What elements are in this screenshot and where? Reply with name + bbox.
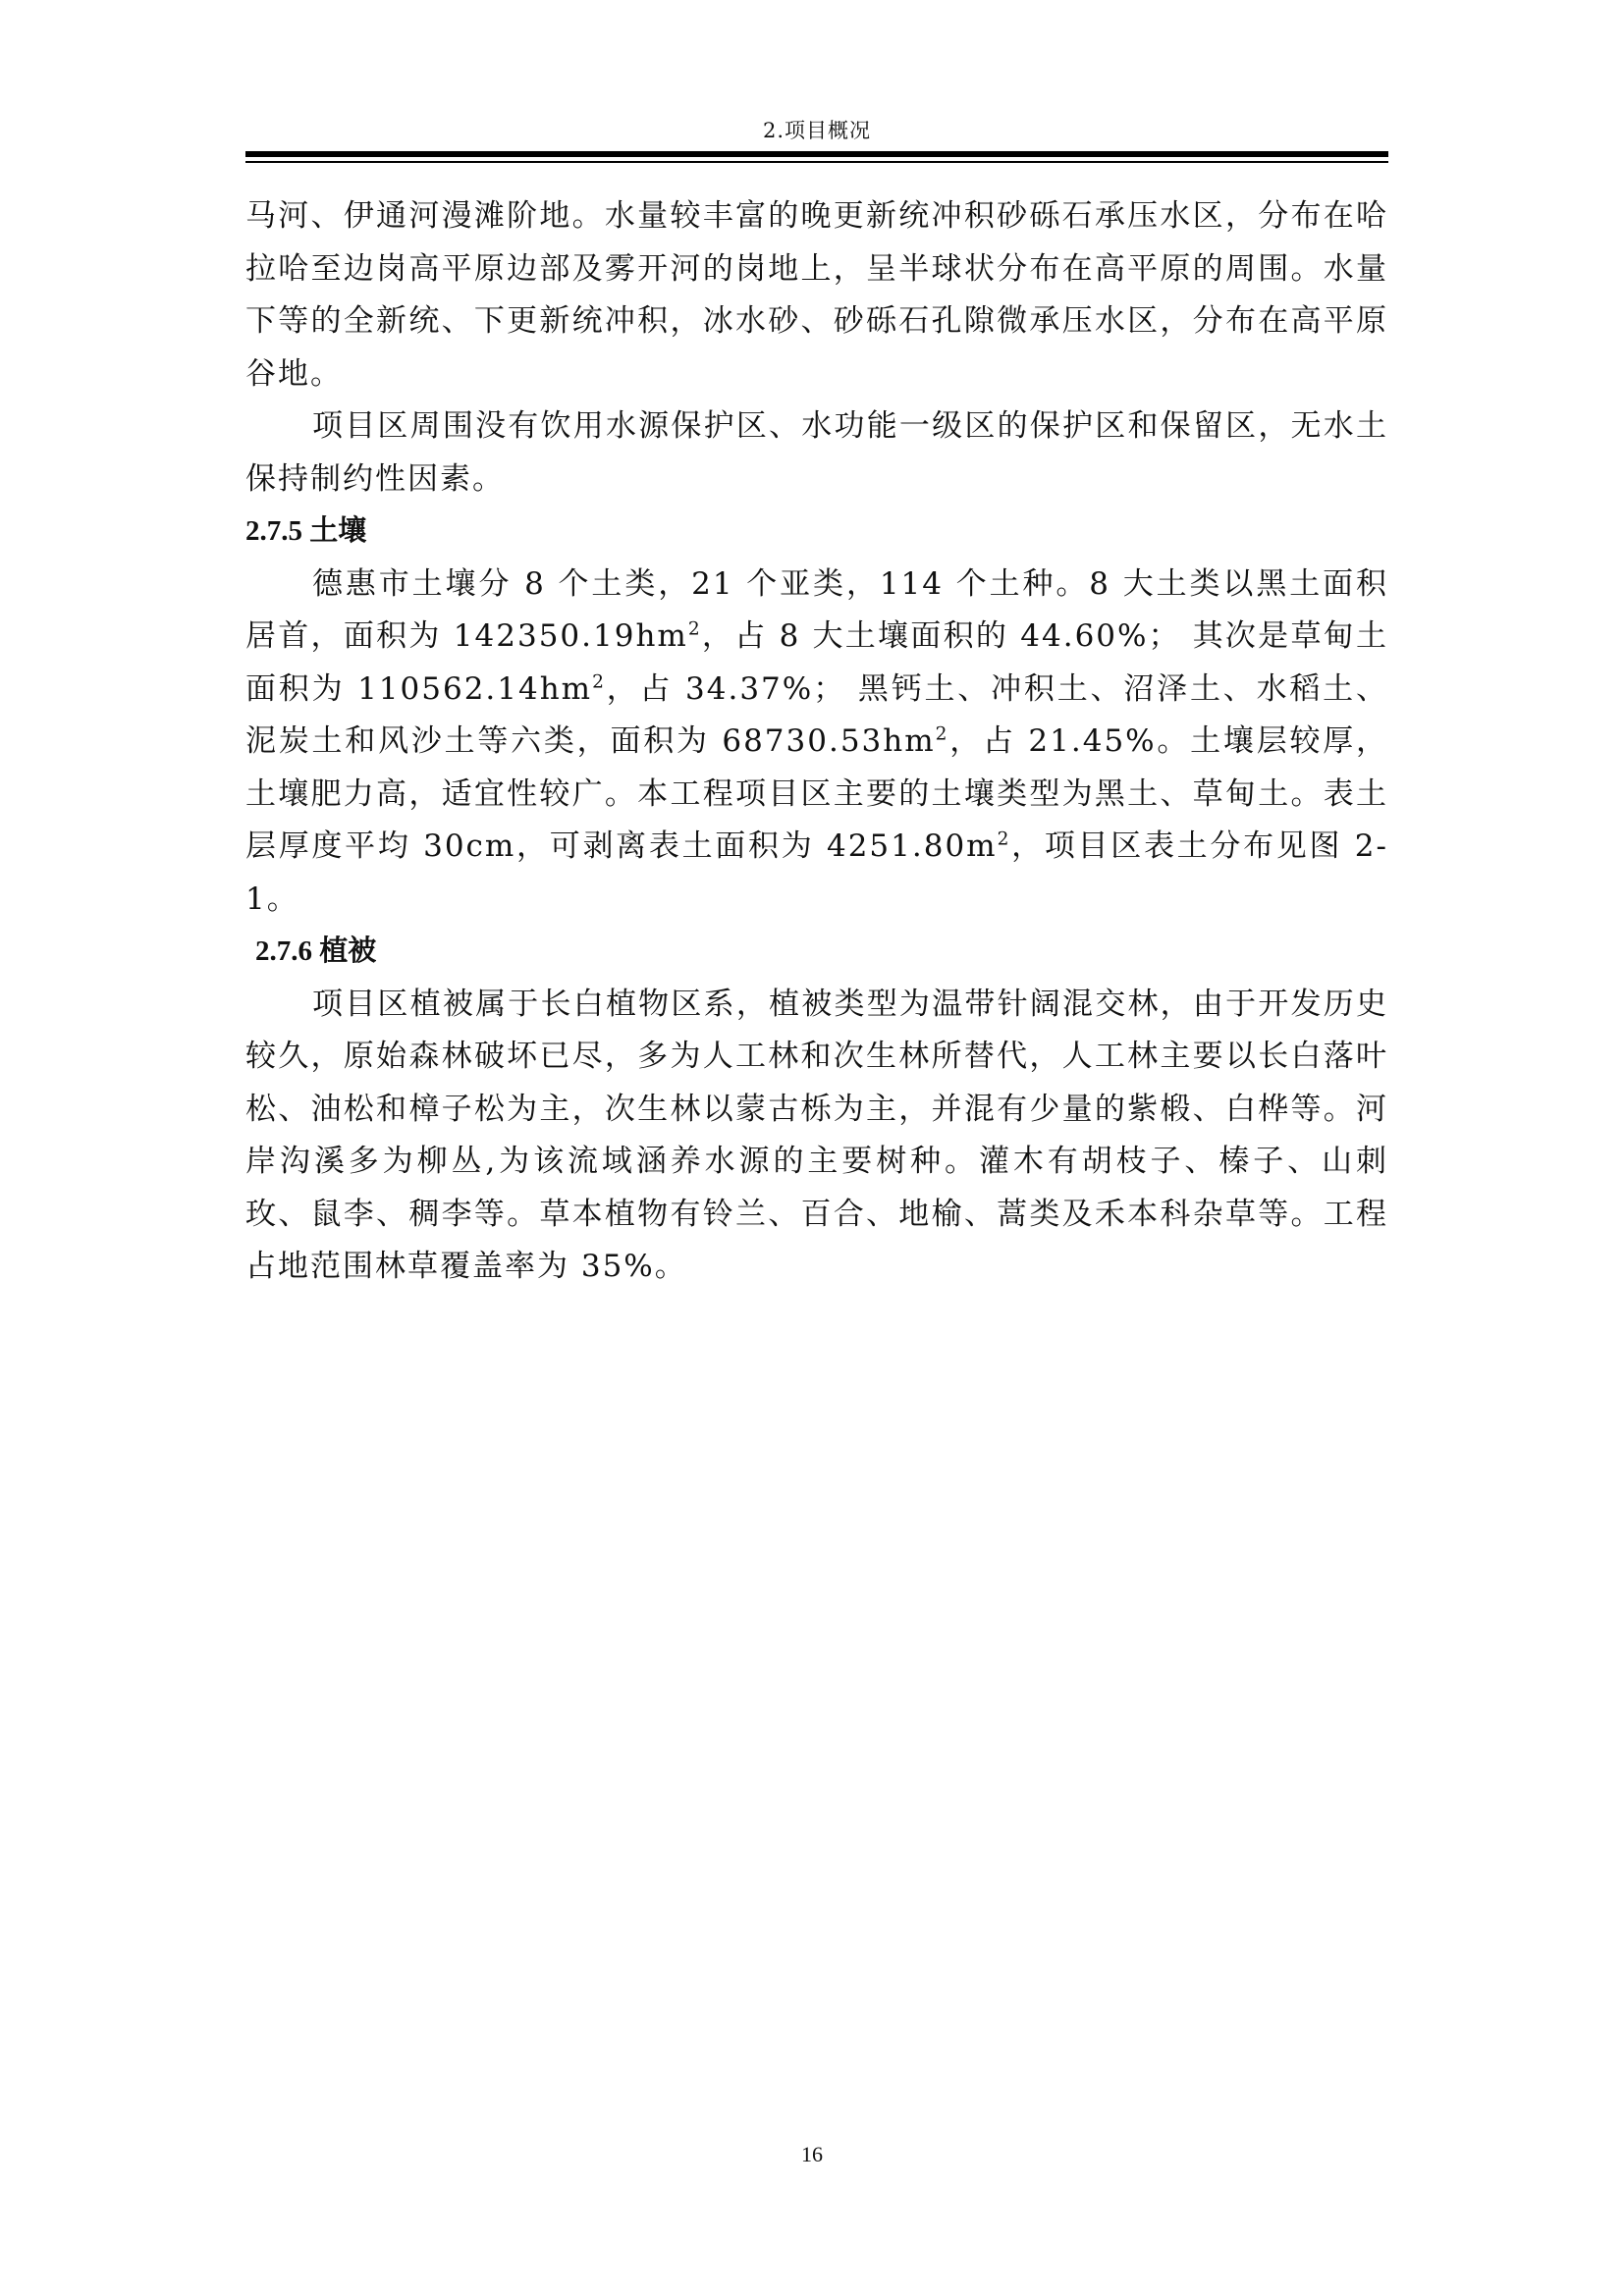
superscript-2: 2	[592, 671, 606, 693]
superscript-2: 2	[997, 828, 1011, 850]
soil-text-5: ，项目区表土分布见图 2-1。	[245, 828, 1388, 917]
soil-text-4: ，占 21.45%。土壤层较厚，土壤肥力高，适宜性较广。本工程项目区主要的土壤类型为黑土、草甸土。表土层厚度平均 30cm，可剥离表土面积为 4251.80m	[245, 723, 1388, 864]
page-body	[245, 190, 1388, 1294]
superscript-2: 2	[935, 723, 949, 745]
superscript-2: 2	[687, 618, 702, 640]
soil-text-2: ，占 8 大土壤面积的 44.60%； 其次是草甸土面积为 110562.14hm	[245, 618, 1389, 707]
paragraph-water-protection: 项目区周围没有饮用水源保护区、水功能一级区的保护区和保留区，无水土保持制约性因素。	[245, 408, 1388, 497]
section-heading-soil: 2.7.5 土壤	[245, 515, 367, 547]
paragraph-groundwater: 马河、伊通河漫滩阶地。水量较丰富的晚更新统冲积砂砾石承压水区，分布在哈拉哈至边岗高平原边部及雾开河的岗地上，呈半球状分布在高平原的周围。水量下等的全新统、下更新统冲积，冰水砂、砂砾石孔隙微承压水区，分布在高平原谷地。	[245, 198, 1388, 392]
paragraph-soil	[245, 559, 1388, 927]
paragraph-vegetation: 项目区植被属于长白植物区系，植被类型为温带针阔混交林，由于开发历史较久，原始森林破坏已尽，多为人工林和次生林所替代，人工林主要以长白落叶松、油松和樟子松为主，次生林以蒙古栎为主，并混有少量的紫椴、白桦等。河岸沟溪多为柳丛,为该流域涵养水源的主要树种。灌木有胡枝子、榛子、山刺玫、鼠李、稠李等。草本植物有铃兰、百合、地榆、蒿类及禾本科杂草等。工程占地范围林草覆盖率为 35%。	[245, 986, 1388, 1284]
section-heading-vegetation: 2.7.6 植被	[255, 935, 377, 967]
running-header-title: 2.项目概况	[762, 119, 872, 142]
soil-text-3: ，占 34.37%； 黑钙土、冲积土、沼泽土、水稻土、泥炭土和风沙土等六类，面积为 68730.53hm	[245, 670, 1388, 759]
soil-text-1: 德惠市土壤分 8 个土类，21 个亚类，114 个土种。8 大土类以黑土面积居首，面积为 142350.19hm	[245, 565, 1388, 654]
page-number: 16	[801, 2142, 823, 2166]
header-rule-thick	[245, 151, 1388, 157]
header-rule-thin	[245, 161, 1388, 163]
